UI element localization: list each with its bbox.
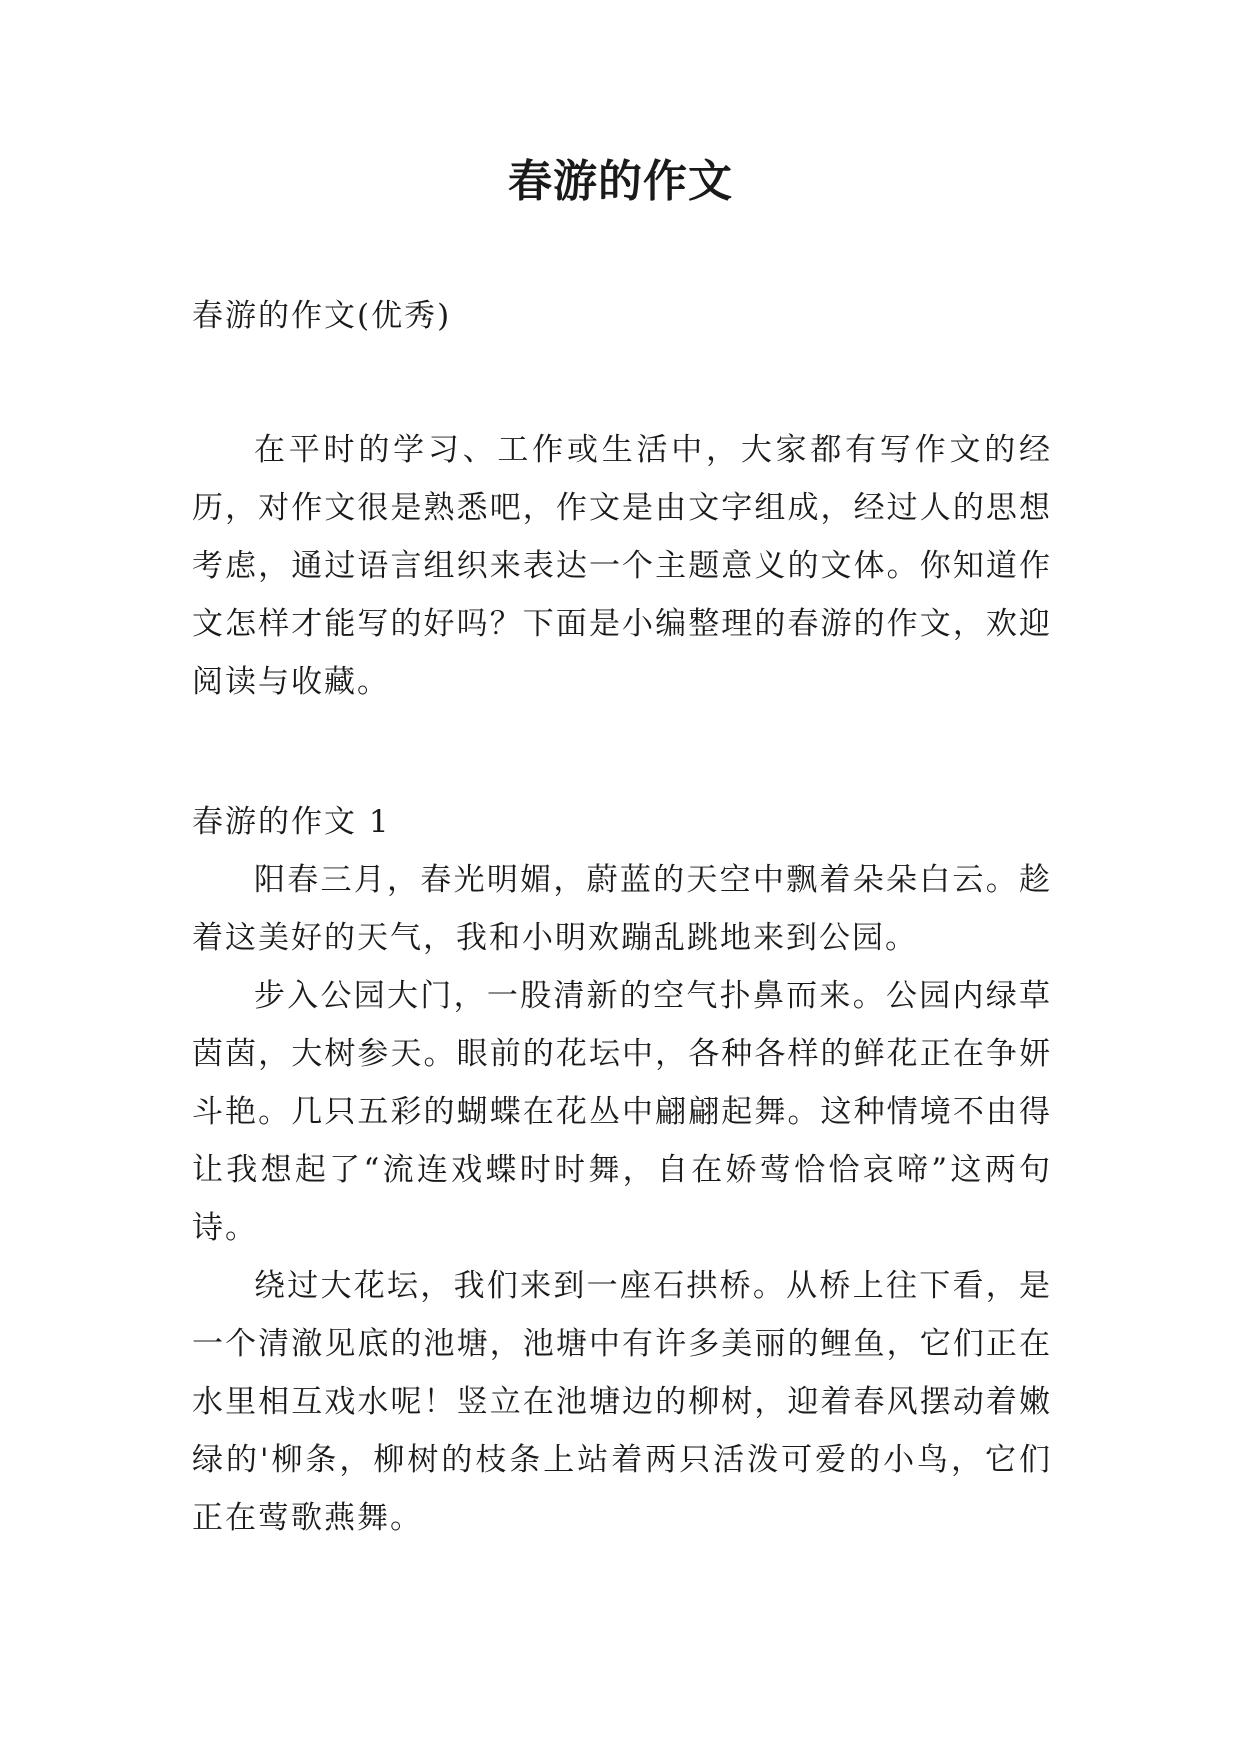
spacer	[192, 711, 1052, 793]
body-paragraph: 绕过大花坛，我们来到一座石拱桥。从桥上往下看，是一个清澈见底的池塘，池塘中有许多美丽的鲤鱼，它们正在水里相互戏水呢！竖立在池塘边的柳树，迎着春风摆动着嫩绿的'柳条，柳树的枝条上站着两只活泼可爱的小鸟，它们正在莺歌燕舞。	[192, 1268, 1052, 1536]
body-paragraph: 阳春三月，春光明媚，蔚蓝的天空中飘着朵朵白云。趁着这美好的天气，我和小明欢蹦乱跳地来到公园。	[192, 862, 1052, 956]
section-heading: 春游的作文 1	[192, 804, 391, 840]
document-subtitle: 春游的作文(优秀)	[192, 298, 452, 334]
intro-paragraph: 在平时的学习、工作或生活中，大家都有写作文的经历，对作文很是熟悉吧，作文是由文字组成，经过人的思想考虑，通过语言组织来表达一个主题意义的文体。你知道作文怎样才能写的好吗？下面是小编整理的春游的作文，欢迎阅读与收藏。	[192, 432, 1052, 700]
body-paragraph: 步入公园大门，一股清新的空气扑鼻而来。公园内绿草茵茵，大树参天。眼前的花坛中，各种各样的鲜花正在争妍斗艳。几只五彩的蝴蝶在花丛中翩翩起舞。这种情境不由得让我想起了“流连戏蝶时时舞，自在娇莺恰恰哀啼”这两句诗。	[192, 978, 1052, 1246]
document-title: 春游的作文	[508, 156, 733, 207]
spacer	[192, 345, 1052, 421]
document-body	[192, 287, 1052, 1547]
